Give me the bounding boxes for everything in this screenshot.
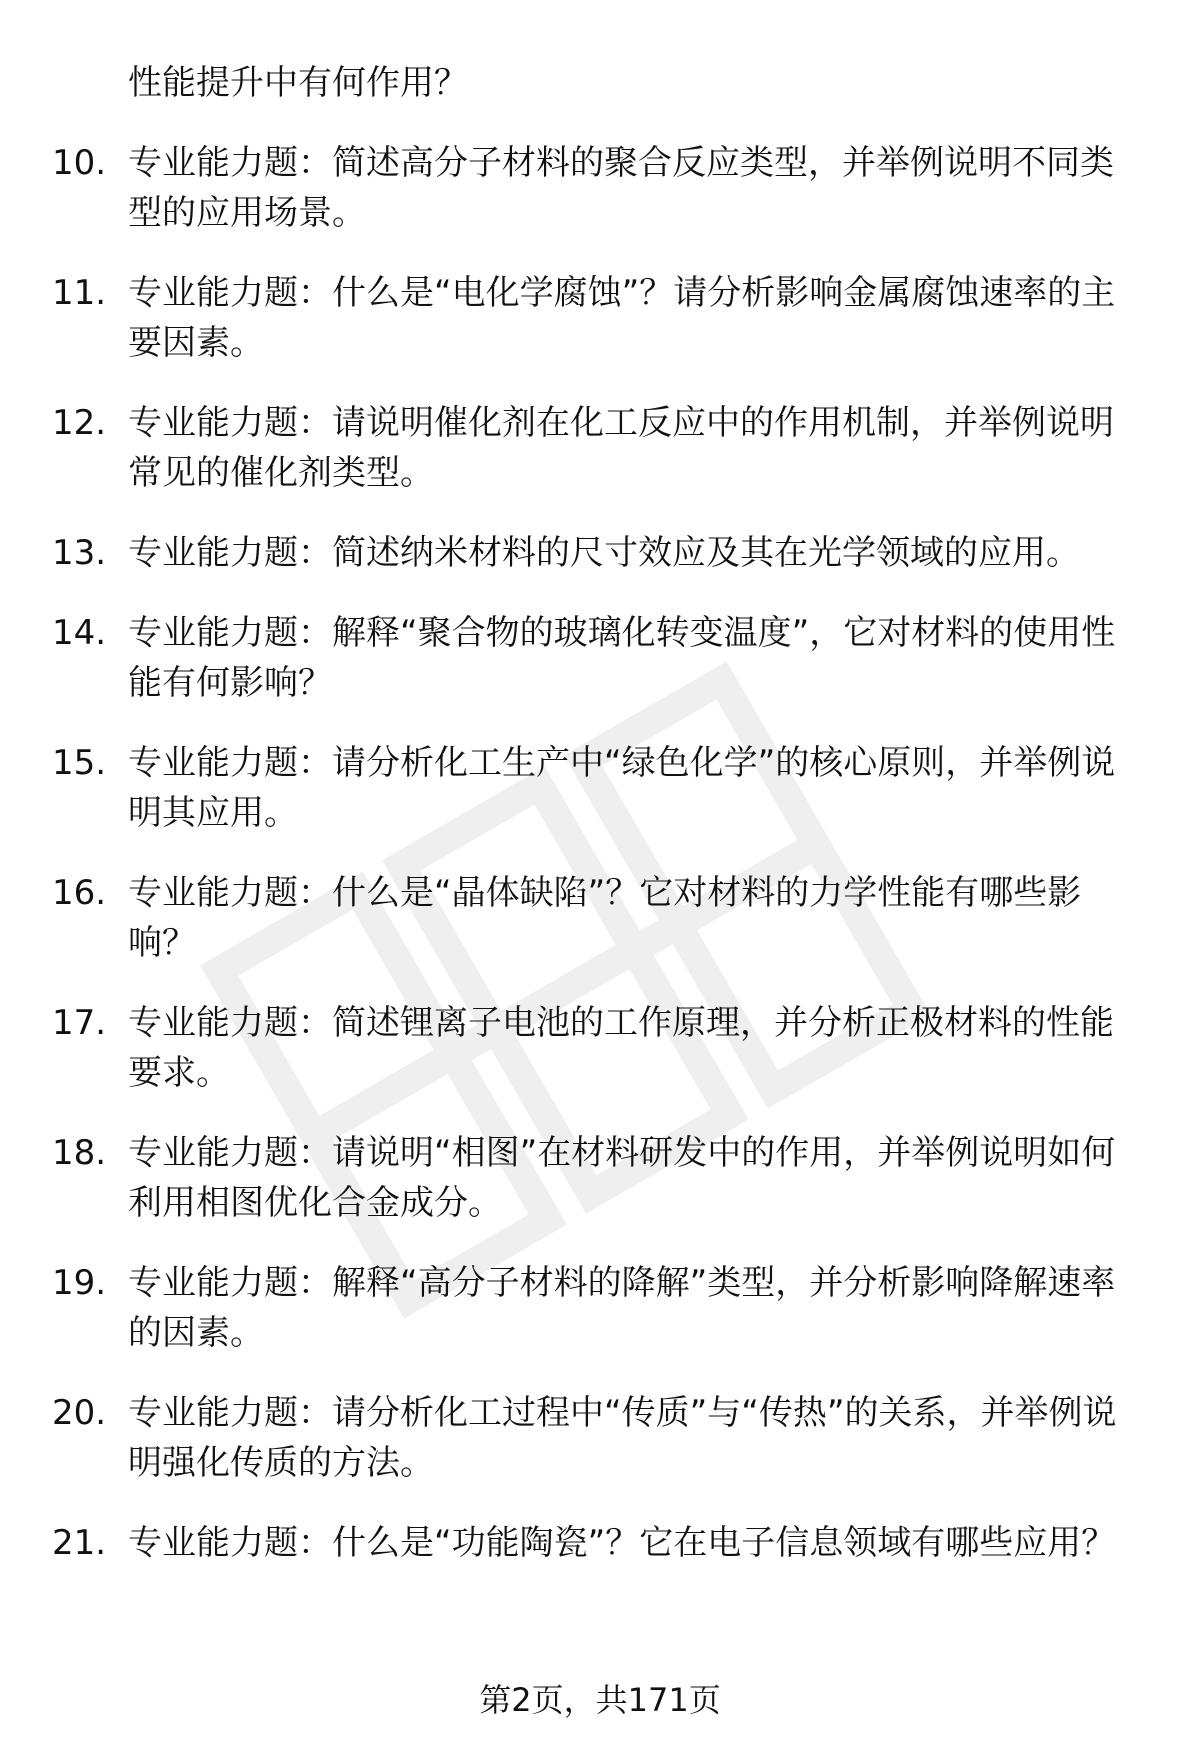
question-text: 专业能力题：请分析化工生产中“绿色化学”的核心原则，并举例说明其应用。 bbox=[128, 743, 1116, 833]
continuation-text: 性能提升中有何作用？ bbox=[128, 63, 468, 103]
question-list bbox=[0, 138, 1200, 1648]
question-item bbox=[0, 868, 1200, 998]
question-text: 专业能力题：请说明催化剂在化工反应中的作用机制，并举例说明常见的催化剂类型。 bbox=[128, 403, 1114, 493]
question-text: 专业能力题：什么是“晶体缺陷”？它对材料的力学性能有哪些影响？ bbox=[128, 873, 1082, 963]
question-number: 13. bbox=[52, 533, 107, 573]
question-item bbox=[0, 738, 1200, 868]
question-item bbox=[0, 1258, 1200, 1388]
question-text: 专业能力题：简述纳米材料的尺寸效应及其在光学领域的应用。 bbox=[128, 533, 1080, 573]
question-text: 专业能力题：请分析化工过程中“传质”与“传热”的关系，并举例说明强化传质的方法。 bbox=[128, 1393, 1117, 1483]
question-item bbox=[0, 608, 1200, 738]
question-number: 10. bbox=[52, 143, 107, 183]
question-item bbox=[0, 268, 1200, 398]
question-item bbox=[0, 528, 1200, 608]
question-number: 11. bbox=[52, 273, 107, 313]
question-number: 15. bbox=[52, 743, 107, 783]
question-number: 17. bbox=[52, 1003, 107, 1043]
question-text: 专业能力题：什么是“电化学腐蚀”？请分析影响金属腐蚀速率的主要因素。 bbox=[128, 273, 1116, 363]
page-footer: 第2页，共171页 bbox=[479, 1681, 721, 1719]
question-number: 21. bbox=[52, 1523, 107, 1563]
question-text: 专业能力题：解释“高分子材料的降解”类型，并分析影响降解速率的因素。 bbox=[128, 1263, 1116, 1353]
question-number: 20. bbox=[52, 1393, 107, 1433]
question-item bbox=[0, 998, 1200, 1128]
question-number: 16. bbox=[52, 873, 107, 913]
question-text: 专业能力题：请说明“相图”在材料研发中的作用，并举例说明如何利用相图优化合金成分。 bbox=[128, 1133, 1116, 1223]
question-item bbox=[0, 138, 1200, 268]
question-number: 12. bbox=[52, 403, 107, 443]
question-text: 专业能力题：简述锂离子电池的工作原理，并分析正极材料的性能要求。 bbox=[128, 1003, 1114, 1093]
question-number: 14. bbox=[52, 613, 107, 653]
question-item bbox=[0, 1388, 1200, 1518]
question-number: 19. bbox=[52, 1263, 107, 1303]
question-number: 18. bbox=[52, 1133, 107, 1173]
question-text: 专业能力题：解释“聚合物的玻璃化转变温度”，它对材料的使用性能有何影响？ bbox=[128, 613, 1116, 703]
question-item bbox=[0, 398, 1200, 528]
question-text: 专业能力题：什么是“功能陶瓷”？它在电子信息领域有哪些应用？ bbox=[128, 1523, 1116, 1563]
question-text: 专业能力题：简述高分子材料的聚合反应类型，并举例说明不同类型的应用场景。 bbox=[128, 143, 1114, 233]
question-item bbox=[0, 1518, 1200, 1648]
question-item bbox=[0, 1128, 1200, 1258]
